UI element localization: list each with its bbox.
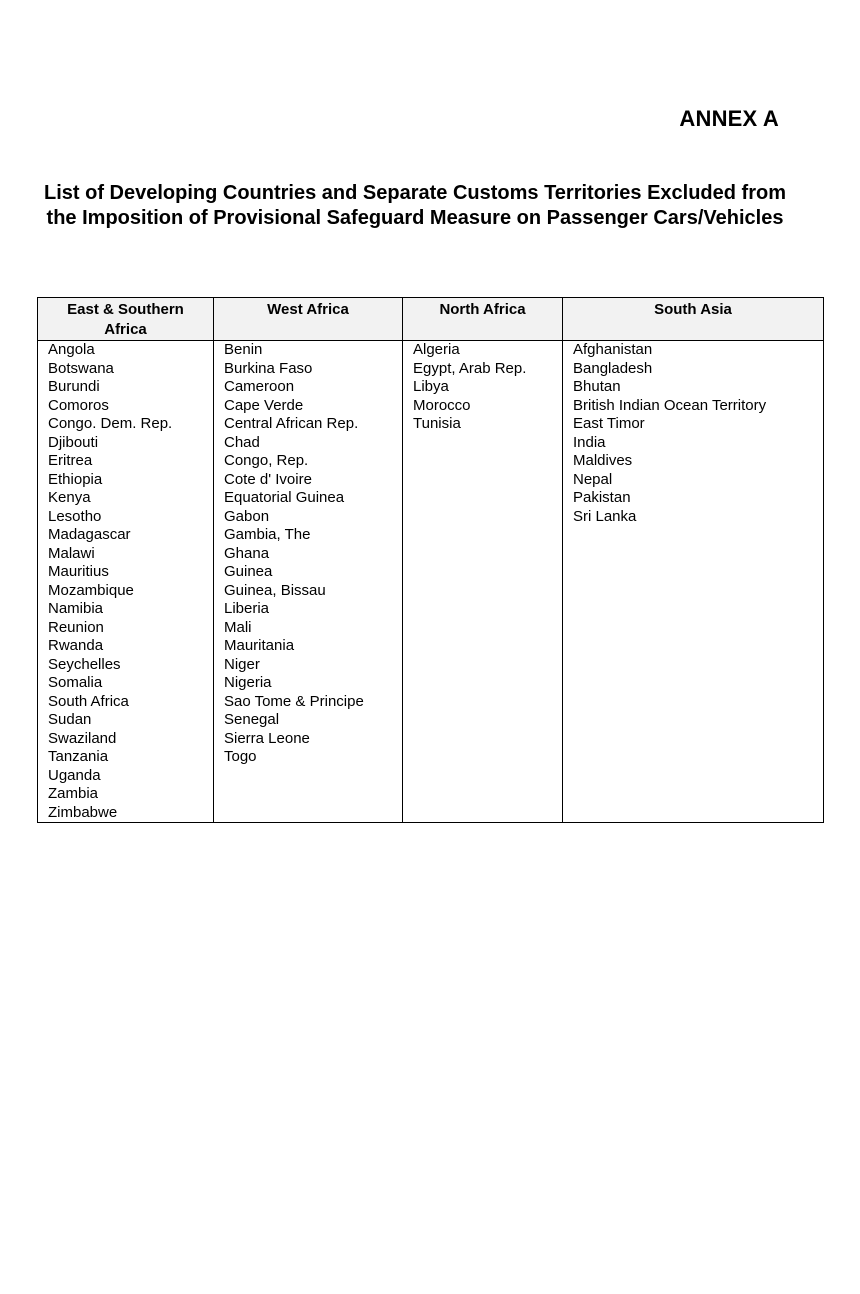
country-item: Nigeria [224, 674, 272, 691]
country-item: Niger [224, 655, 260, 673]
country-item: Reunion [48, 618, 104, 636]
countries-table [37, 297, 824, 823]
document-title: List of Developing Countries and Separate Customs Territories Excluded from the Imposition of Provisional Safeguard Measure on Passenger Cars/Vehicles [44, 182, 786, 229]
country-item: Swaziland [48, 729, 117, 747]
country-item: Comoros [48, 396, 109, 414]
country-item: Rwanda [48, 637, 104, 654]
column-header-west-africa: West Africa [214, 298, 403, 341]
country-item: Kenya [48, 489, 91, 506]
country-item: Egypt, Arab Rep. [413, 359, 527, 377]
country-item: Eritrea [48, 452, 93, 469]
country-item: Mauritania [224, 637, 295, 654]
annex-label: ANNEX A [679, 106, 779, 131]
country-list [413, 341, 556, 434]
country-item: Bangladesh [573, 359, 653, 377]
country-item: Ethiopia [48, 470, 103, 488]
country-item: Sri Lanka [573, 507, 637, 525]
column-cell-north-africa [403, 341, 563, 823]
country-item: Burundi [48, 378, 100, 395]
table-body-row [38, 341, 824, 823]
country-list [573, 341, 817, 526]
country-item: Guinea [224, 563, 273, 580]
country-item: South Africa [48, 692, 129, 710]
country-item: Botswana [48, 359, 114, 377]
country-item: Lesotho [48, 507, 102, 525]
country-item: Libya [413, 378, 449, 395]
country-item: Liberia [224, 600, 270, 617]
country-item: Gabon [224, 507, 270, 525]
country-item: Bhutan [573, 378, 621, 395]
table-header-row [38, 298, 824, 341]
country-item: Afghanistan [573, 341, 653, 358]
country-item: Cape Verde [224, 396, 304, 414]
country-list [48, 341, 207, 822]
country-item: Chad [224, 433, 260, 451]
country-item: Malawi [48, 544, 95, 562]
country-item: Djibouti [48, 433, 99, 451]
country-item: Zimbabwe [48, 803, 118, 821]
column-cell-west-africa [214, 341, 403, 823]
country-item: British Indian Ocean Territory [573, 396, 767, 414]
country-item: Sierra Leone [224, 729, 310, 747]
country-item: Algeria [413, 341, 460, 358]
country-item: East Timor [573, 415, 645, 432]
country-item: Mozambique [48, 581, 134, 599]
country-item: Cameroon [224, 378, 295, 395]
country-item: Mauritius [48, 563, 109, 580]
country-item: Central African Rep. [224, 415, 359, 432]
country-item: Somalia [48, 674, 103, 691]
country-item: Namibia [48, 600, 104, 617]
country-item: India [573, 433, 606, 451]
country-item: Angola [48, 341, 95, 358]
country-item: Morocco [413, 396, 471, 414]
country-item: Benin [224, 341, 263, 358]
country-item: Sudan [48, 711, 92, 728]
country-item: Uganda [48, 766, 101, 784]
country-item: Madagascar [48, 526, 131, 543]
country-item: Mali [224, 618, 252, 636]
country-item: Seychelles [48, 655, 121, 673]
country-item: Equatorial Guinea [224, 489, 345, 506]
country-item: Gambia, The [224, 526, 311, 543]
country-item: Zambia [48, 785, 99, 802]
column-header-east-southern-africa: East & Southern Africa [38, 298, 214, 341]
country-list [224, 341, 396, 767]
column-header-south-asia: South Asia [563, 298, 824, 341]
country-item: Pakistan [573, 489, 631, 506]
column-header-north-africa: North Africa [403, 298, 563, 341]
country-item: Congo, Rep. [224, 452, 309, 469]
country-item: Nepal [573, 470, 613, 488]
country-item: Congo. Dem. Rep. [48, 415, 173, 432]
country-item: Sao Tome & Principe [224, 692, 364, 710]
country-item: Tanzania [48, 748, 109, 765]
country-item: Guinea, Bissau [224, 581, 326, 599]
column-cell-south-asia [563, 341, 824, 823]
country-item: Tunisia [413, 415, 461, 432]
country-item: Maldives [573, 452, 633, 469]
country-item: Cote d' Ivoire [224, 470, 312, 488]
column-cell-east-southern-africa [38, 341, 214, 823]
country-item: Ghana [224, 544, 270, 562]
country-item: Togo [224, 748, 257, 765]
country-item: Burkina Faso [224, 359, 313, 377]
country-item: Senegal [224, 711, 280, 728]
